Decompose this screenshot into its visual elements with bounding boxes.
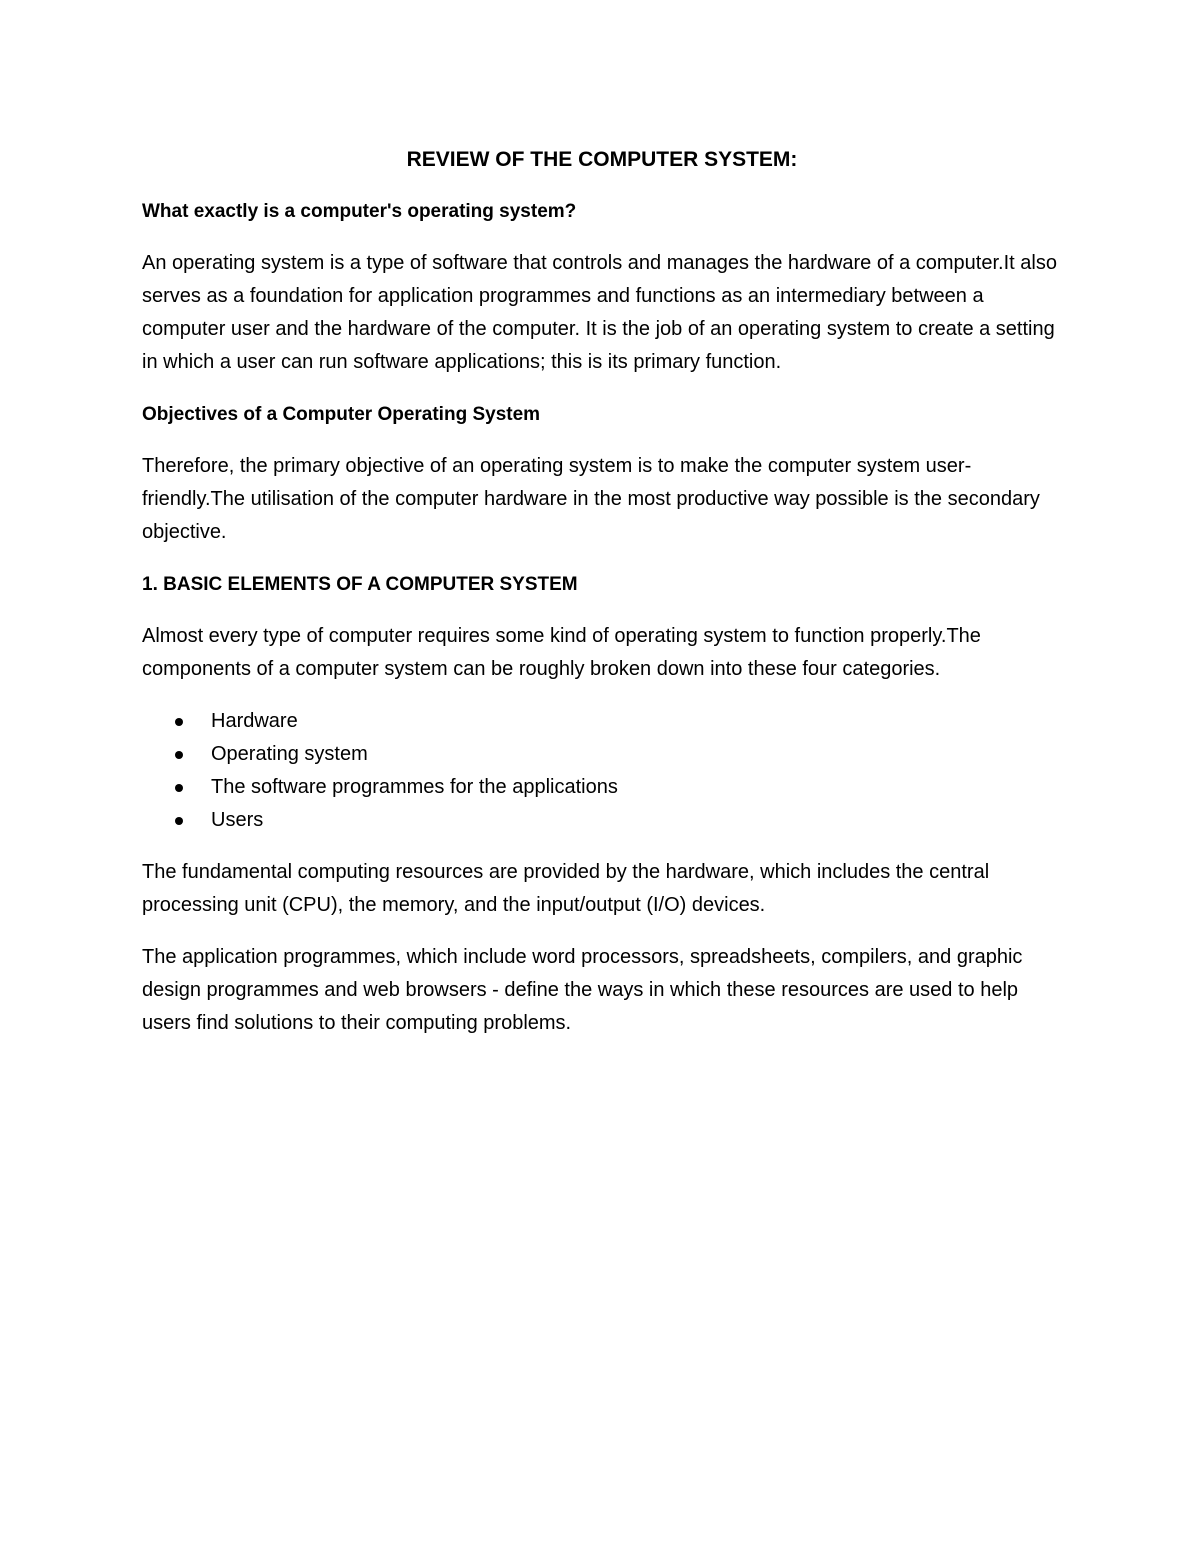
list-item-text: Users — [211, 809, 264, 831]
paragraph-hardware: The fundamental computing resources are provided by the hardware, which includes the central processing unit (CPU), the memory, and the input/output (I/O) devices. — [142, 861, 990, 916]
document-title: REVIEW OF THE COMPUTER SYSTEM: — [406, 148, 798, 171]
bullet-icon — [175, 718, 183, 726]
paragraph-applications: The application programmes, which include word processors, spreadsheets, compilers, and graphic design programmes and web browsers - define the ways in which these resources are used to help users find solutions to their computing problems. — [142, 946, 1023, 1034]
list-item-text: Hardware — [211, 710, 298, 732]
bullet-icon — [175, 817, 183, 825]
elements-bullet-list — [142, 705, 1062, 837]
list-item-text: Operating system — [211, 743, 368, 765]
list-item — [142, 804, 1062, 837]
list-item — [142, 738, 1062, 771]
section-heading-basic-elements: 1. BASIC ELEMENTS OF A COMPUTER SYSTEM — [142, 574, 578, 595]
document-body — [142, 143, 1062, 1059]
paragraph-objectives: Therefore, the primary objective of an operating system is to make the computer system user-friendly.The utilisation of the computer hardware in the most productive way possible is the secondary objective. — [142, 455, 1040, 543]
list-item — [142, 705, 1062, 738]
bullet-icon — [175, 784, 183, 792]
section-heading-objectives: Objectives of a Computer Operating System — [142, 404, 541, 425]
paragraph-basic-elements: Almost every type of computer requires some kind of operating system to function properly.The components of a computer system can be roughly broken down into these four categories. — [142, 625, 981, 680]
list-item-text: The software programmes for the applications — [211, 776, 618, 798]
paragraph-os-definition: An operating system is a type of software that controls and manages the hardware of a computer.It also serves as a foundation for application programmes and functions as an intermediary between a computer user and the hardware of the computer. It is the job of an operating system to create a setting in which a user can run software applications; this is its primary function. — [142, 252, 1057, 373]
list-item — [142, 771, 1062, 804]
section-heading-os-definition: What exactly is a computer's operating system? — [142, 201, 577, 222]
bullet-icon — [175, 751, 183, 759]
